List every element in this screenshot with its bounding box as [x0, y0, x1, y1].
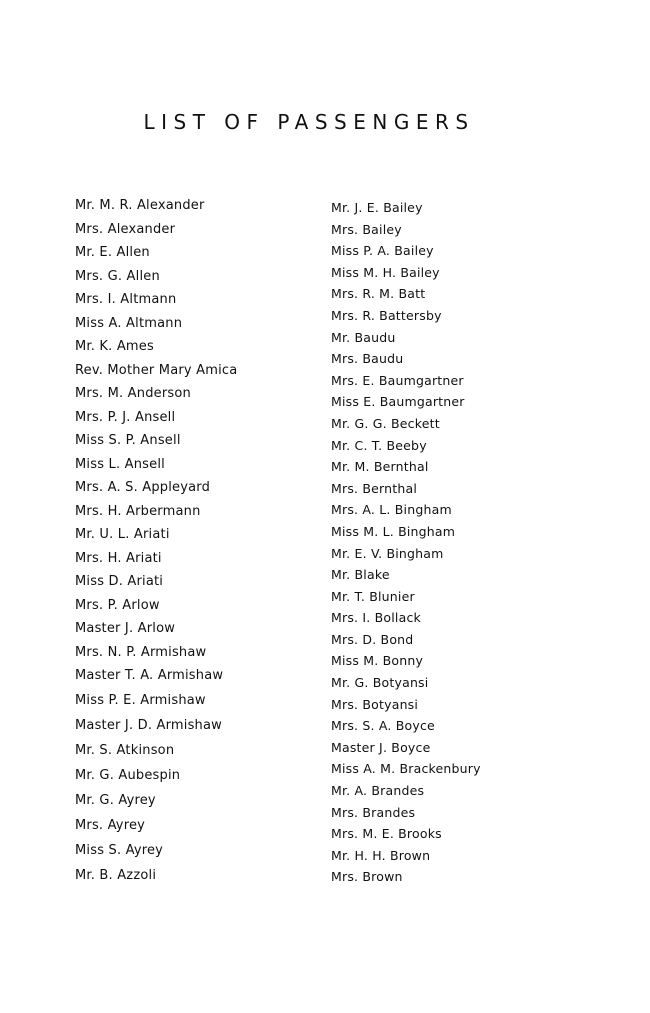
- passenger-name: Mrs. Brown: [331, 869, 403, 885]
- passenger-name: Mr. E. Allen: [75, 245, 150, 260]
- passenger-list-right: [331, 198, 481, 889]
- passenger-name: Mr. E. V. Bingham: [331, 545, 444, 561]
- passenger-name: Miss P. A. Bailey: [331, 243, 434, 259]
- passenger-name: Master J. Boyce: [331, 739, 431, 755]
- passenger-name: Mrs. I. Bollack: [331, 610, 421, 626]
- passenger-name: Mrs. Alexander: [75, 221, 176, 237]
- passenger-name: Mr. J. E. Bailey: [331, 200, 423, 215]
- passenger-name: Mr. M. Bernthal: [331, 459, 429, 475]
- passenger-name: Mr. Baudu: [331, 329, 396, 345]
- passenger-name: Mrs. M. Anderson: [75, 386, 191, 401]
- passenger-name: Mrs. H. Arbermann: [75, 503, 201, 519]
- passenger-name: Mr. H. H. Brown: [331, 847, 431, 863]
- passenger-name: Mrs. Botyansi: [331, 696, 419, 712]
- passenger-name: Mrs. N. P. Armishaw: [75, 644, 207, 660]
- passenger-name: Miss S. Ayrey: [75, 843, 164, 858]
- page-title: LIST OF PASSENGERS: [143, 110, 475, 134]
- passenger-name: Mrs. A. L. Bingham: [331, 502, 452, 518]
- passenger-name: Mr. A. Brandes: [331, 783, 425, 799]
- passenger-name: Miss E. Baumgartner: [331, 394, 465, 410]
- passenger-name: Miss L. Ansell: [75, 456, 165, 472]
- passenger-name: Mrs. P. Arlow: [75, 597, 160, 613]
- passenger-name: Miss A. M. Brackenbury: [331, 761, 481, 777]
- passenger-name: Mrs. R. Battersby: [331, 307, 442, 323]
- passenger-name: Mrs. E. Baumgartner: [331, 372, 464, 388]
- passenger-name: Miss P. E. Armishaw: [75, 693, 206, 708]
- passenger-name: Mrs. R. M. Batt: [331, 286, 426, 302]
- passenger-name: Miss M. Bonny: [331, 653, 424, 669]
- passenger-name: Mrs. Bernthal: [331, 480, 418, 496]
- passenger-name: Mr. G. G. Beckett: [331, 415, 440, 431]
- passenger-name: Mrs. D. Bond: [331, 631, 414, 647]
- passenger-name: Mr. G. Botyansi: [331, 675, 429, 691]
- passenger-name: Mr. C. T. Beeby: [331, 437, 427, 453]
- passenger-name: Mrs. Brandes: [331, 804, 416, 820]
- passenger-name: Mrs. A. S. Appleyard: [75, 480, 211, 495]
- passenger-list-left: [75, 196, 237, 891]
- passenger-name: Mr. G. Aubespin: [75, 768, 181, 783]
- passenger-name: Master J. Arlow: [75, 621, 176, 636]
- passenger-name: Mr. B. Azzoli: [75, 868, 157, 883]
- passenger-name: Mr. K. Ames: [75, 339, 154, 354]
- passenger-name: Mr. G. Ayrey: [75, 793, 156, 808]
- passenger-name: Mrs. G. Allen: [75, 268, 160, 284]
- passenger-name: Mrs. Ayrey: [75, 818, 146, 833]
- passenger-name: Mr. Blake: [331, 567, 390, 583]
- passenger-name: Mrs. H. Ariati: [75, 550, 162, 566]
- passenger-name: Mr. S. Atkinson: [75, 743, 175, 758]
- passenger-name: Miss D. Ariati: [75, 574, 164, 589]
- passenger-name: Mr. U. L. Ariati: [75, 527, 170, 542]
- passenger-name: Miss M. L. Bingham: [331, 523, 456, 539]
- passenger-name: Miss M. H. Bailey: [331, 264, 440, 280]
- passenger-name: Miss S. P. Ansell: [75, 433, 181, 448]
- passenger-name: Mr. T. Blunier: [331, 588, 415, 604]
- passenger-name: Mrs. M. E. Brooks: [331, 826, 442, 842]
- passenger-name: Mr. M. R. Alexander: [75, 198, 205, 213]
- passenger-name: Rev. Mother Mary Amica: [75, 362, 238, 378]
- passenger-name: Mrs. Baudu: [331, 351, 404, 367]
- passenger-name: Miss A. Altmann: [75, 315, 183, 331]
- passenger-name: Mrs. S. A. Boyce: [331, 718, 435, 734]
- passenger-name: Mrs. I. Altmann: [75, 292, 177, 307]
- passenger-name: Mrs. P. J. Ansell: [75, 409, 176, 425]
- passenger-name: Mrs. Bailey: [331, 221, 402, 237]
- passenger-name: Master T. A. Armishaw: [75, 668, 224, 683]
- passenger-name: Master J. D. Armishaw: [75, 718, 222, 733]
